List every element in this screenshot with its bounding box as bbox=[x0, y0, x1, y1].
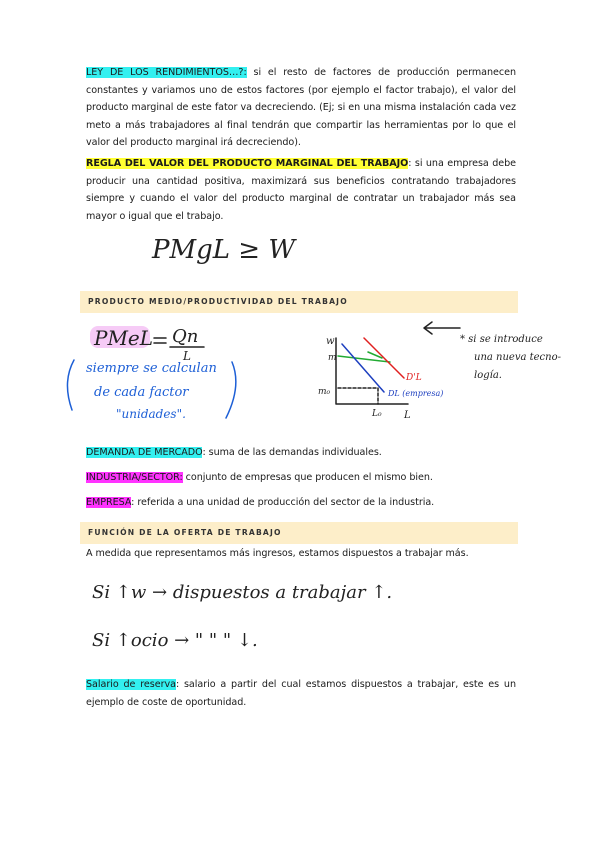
oferta-line-1: Si ↑w → dispuestos a trabajar ↑. bbox=[92, 582, 393, 603]
oferta-line-2: Si ↑ocio → " " " ↓. bbox=[92, 630, 258, 651]
pmel-label: PMeL bbox=[94, 326, 154, 350]
regla-valor-paragraph bbox=[86, 155, 516, 225]
technology-note-arrow bbox=[424, 322, 460, 334]
graph-m-label: m bbox=[328, 353, 337, 363]
oferta-handwriting bbox=[88, 572, 418, 656]
salario-reserva-term: Salario de reserva bbox=[86, 679, 176, 690]
empresa-term: EMPRESA bbox=[86, 497, 132, 508]
technology-note-line-2: una nueva tecno- bbox=[474, 352, 561, 363]
salario-reserva-text: : salario a partir del cual estamos dispuestos a trabajar, este es un ejemplo de coste de oportunidad. bbox=[86, 679, 516, 708]
units-note-line-3: "unidades". bbox=[116, 407, 186, 421]
pmgl-rule-handwriting bbox=[150, 228, 296, 268]
pmel-denominator: L bbox=[183, 349, 191, 363]
technology-note-line-1: * si se introduce bbox=[460, 334, 543, 345]
graph-l0-label: L₀ bbox=[372, 409, 382, 419]
section-producto-medio-title: PRODUCTO MEDIO/PRODUCTIVIDAD DEL TRABAJO bbox=[88, 297, 348, 306]
graph-w-label: w bbox=[326, 336, 335, 347]
ley-rendimientos-term: LEY DE LOS RENDIMIENTOS…?: bbox=[86, 67, 247, 78]
units-note-line-2: de cada factor bbox=[94, 385, 189, 400]
pmel-numerator: Qn bbox=[172, 326, 199, 347]
graph-dl2-curve bbox=[364, 338, 404, 378]
demanda-mercado-paragraph bbox=[86, 444, 516, 462]
units-note-line-1: siempre se calculan bbox=[86, 361, 217, 376]
section-funcion-oferta bbox=[80, 522, 518, 544]
demanda-mercado-term: DEMANDA DE MERCADO bbox=[86, 447, 203, 458]
industria-term: INDUSTRIA/SECTOR: bbox=[86, 472, 183, 483]
section-producto-medio bbox=[80, 291, 518, 313]
oferta-paragraph bbox=[86, 545, 516, 563]
graph-mo-label: m₀ bbox=[318, 387, 331, 397]
regla-valor-term: REGLA DEL VALOR DEL PRODUCTO MARGINAL DEL TRABAJO bbox=[86, 158, 409, 169]
technology-note-line-3: logía. bbox=[474, 370, 502, 381]
graph-l-label: L bbox=[404, 410, 411, 421]
units-note-right-paren bbox=[226, 362, 236, 418]
ley-rendimientos-paragraph bbox=[86, 64, 516, 152]
units-note-handwriting bbox=[60, 352, 245, 432]
industria-paragraph bbox=[86, 469, 516, 487]
empresa-paragraph bbox=[86, 494, 516, 512]
section-funcion-oferta-title: FUNCIÓN DE LA OFERTA DE TRABAJO bbox=[88, 528, 282, 537]
salario-reserva-paragraph bbox=[86, 676, 516, 711]
units-note-left-paren bbox=[67, 360, 74, 410]
graph-dl2-label: D'L bbox=[406, 373, 422, 383]
ley-rendimientos-text: si el resto de factores de producción permanecen constantes y variamos uno de estos factores (por ejemplo el factor trabajo), el valor del producto marginal de este fator va decreciendo. (Ej; si en una misma instalación cada vez meto a más trabajadores al final tendrán que compartir las herramientas por lo que el valor del producto marginal irá decreciendo). bbox=[86, 67, 516, 149]
industria-text: conjunto de empresas que producen el mismo bien. bbox=[182, 472, 433, 483]
regla-valor-text: : si una empresa debe producir una cantidad positiva, maximizará sus beneficios contratando trabajadores siempre y cuando el valor del producto marginal de contratar un trabajador más sea mayor o igual que el trabajo. bbox=[86, 158, 517, 222]
oferta-text: A medida que representamos más ingresos, estamos dispuestos a trabajar más. bbox=[86, 548, 469, 559]
graph-dl-label: DL (empresa) bbox=[388, 389, 444, 398]
empresa-text: : referida a una unidad de producción del sector de la industria. bbox=[131, 497, 435, 508]
demanda-mercado-text: : suma de las demandas individuales. bbox=[202, 447, 382, 458]
technology-note-handwriting bbox=[420, 318, 561, 388]
pmgl-rule-text: PMgL ≥ W bbox=[152, 235, 296, 265]
